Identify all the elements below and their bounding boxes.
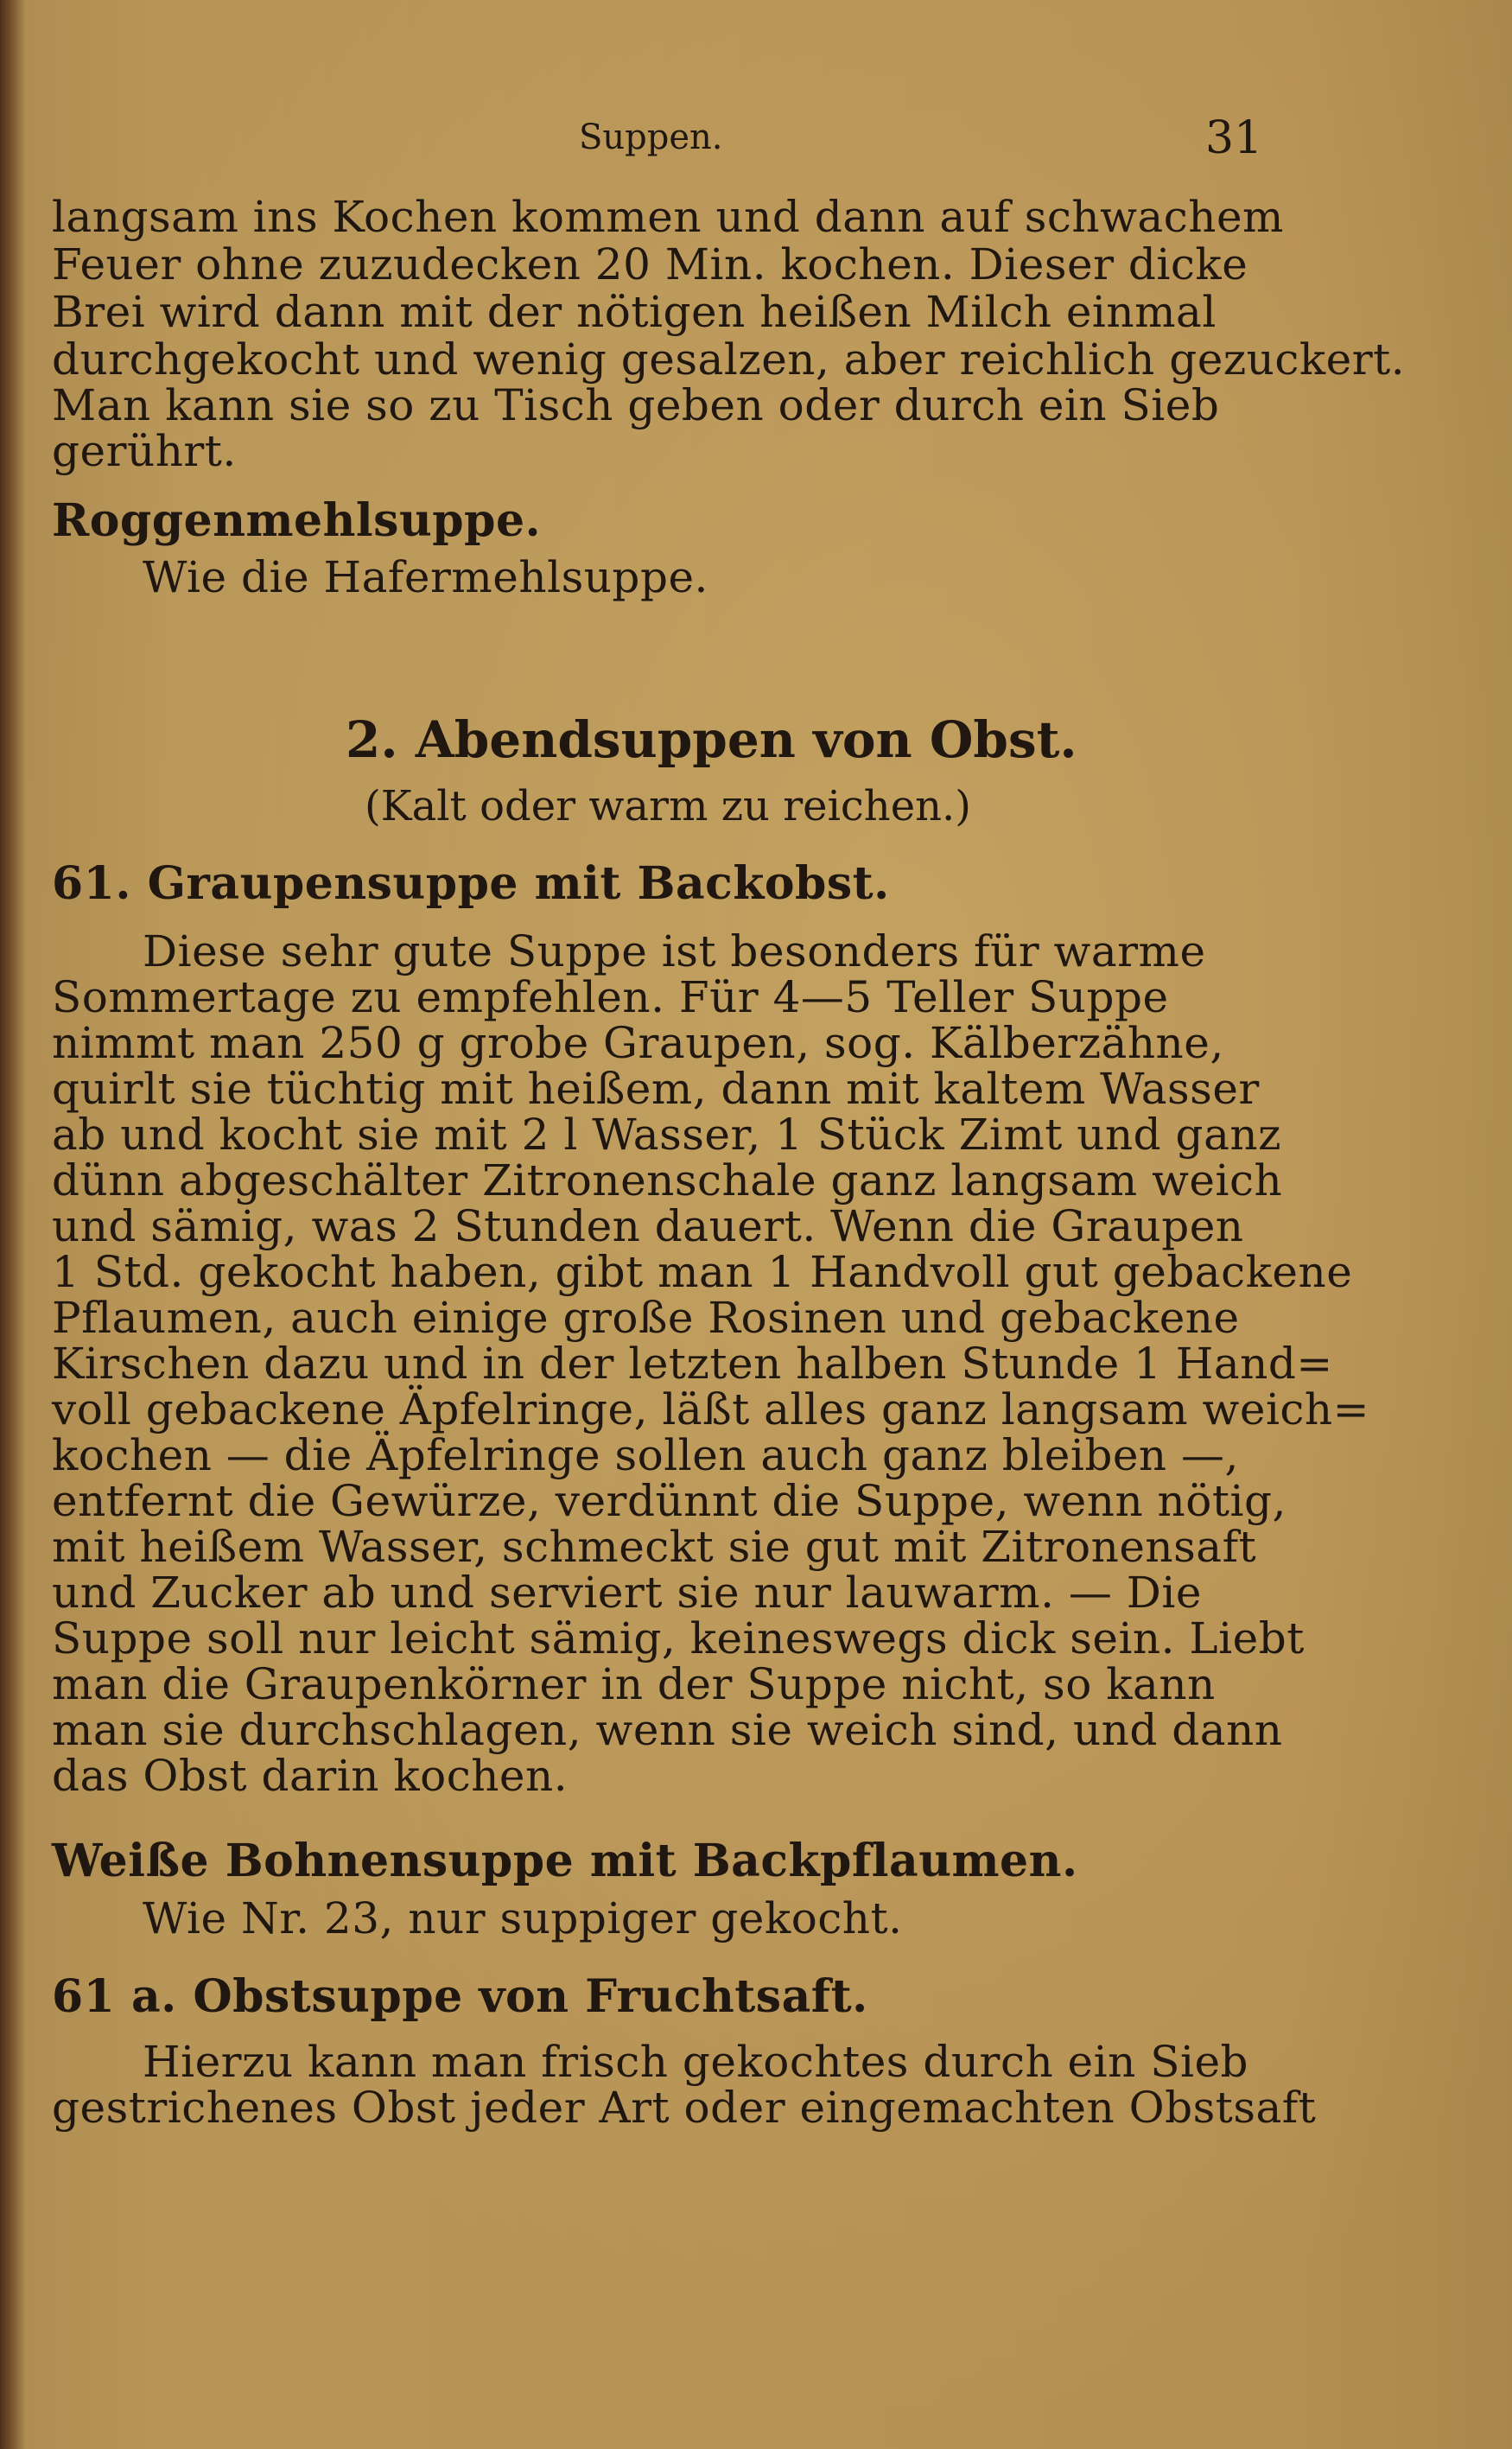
recipe-title: Roggenmehlsuppe. (52, 494, 542, 547)
text-line: man sie durchschlagen, wenn sie weich sind, und dann (52, 1705, 1283, 1755)
recipe-text: Wie die Hafermehlsuppe. (143, 552, 708, 602)
text-line: voll gebackene Äpfelringe, läßt alles ganz langsam weich= (52, 1384, 1370, 1434)
text-line: und sämig, was 2 Stunden dauert. Wenn die Graupen (52, 1201, 1244, 1251)
text-line: Pflaumen, auch einige große Rosinen und gebackene (52, 1293, 1240, 1343)
text-line: Diese sehr gute Suppe ist besonders für warme (143, 926, 1206, 976)
text-line: quirlt sie tüchtig mit heißem, dann mit kaltem Wasser (52, 1064, 1260, 1114)
text-line: Feuer ohne zuzudecken 20 Min. kochen. Dieser dicke (52, 239, 1248, 289)
text-line: langsam ins Kochen kommen und dann auf schwachem (52, 192, 1284, 242)
text-line: gestrichenes Obst jeder Art oder eingemachten Obstsaft (52, 2083, 1317, 2133)
text-line: entfernt die Gewürze, verdünnt die Suppe, wenn nötig, (52, 1476, 1286, 1526)
text-line: Hierzu kann man frisch gekochtes durch ein Sieb (143, 2037, 1249, 2087)
text-line: 1 Std. gekocht haben, gibt man 1 Handvoll gut gebackene (52, 1247, 1353, 1297)
text-line: man die Graupenkörner in der Suppe nicht, so kann (52, 1659, 1216, 1709)
text-line: das Obst darin kochen. (52, 1751, 569, 1801)
text-line: und Zucker ab und serviert sie nur lauwarm. — Die (52, 1568, 1202, 1618)
recipe-title: 61 a. Obstsuppe von Fruchtsaft. (52, 1970, 868, 2023)
text-line: gerührt. (52, 426, 237, 476)
text-line: dünn abgeschälter Zitronenschale ganz langsam weich (52, 1155, 1283, 1205)
text-line: Suppe soll nur leicht sämig, keineswegs dick sein. Liebt (52, 1613, 1305, 1663)
section-title: 2. Abendsuppen von Obst. (346, 710, 1077, 769)
text-line: ab und kocht sie mit 2 l Wasser, 1 Stück Zimt und ganz (52, 1110, 1281, 1160)
section-subtitle: (Kalt oder warm zu reichen.) (365, 782, 972, 830)
recipe-text: Wie Nr. 23, nur suppiger gekocht. (143, 1893, 903, 1943)
text-line: Kirschen dazu und in der letzten halben Stunde 1 Hand= (52, 1339, 1333, 1389)
text-line: nimmt man 250 g grobe Graupen, sog. Kälberzähne, (52, 1018, 1224, 1068)
text-line: kochen — die Äpfelringe sollen auch ganz bleiben —, (52, 1430, 1239, 1480)
text-line: Man kann sie so zu Tisch geben oder durch ein Sieb (52, 380, 1220, 430)
text-line: mit heißem Wasser, schmeckt sie gut mit Zitronensaft (52, 1522, 1257, 1572)
text-line: durchgekocht und wenig gesalzen, aber reichlich gezuckert. (52, 334, 1406, 385)
recipe-title: Weiße Bohnensuppe mit Backpflaumen. (52, 1835, 1078, 1887)
recipe-title: 61. Graupensuppe mit Backobst. (52, 857, 890, 910)
running-head: Suppen. (579, 118, 723, 157)
page-number: 31 (1205, 112, 1263, 164)
text-line: Brei wird dann mit der nötigen heißen Milch einmal (52, 287, 1217, 337)
text-line: Sommertage zu empfehlen. Für 4—5 Teller Suppe (52, 972, 1169, 1022)
